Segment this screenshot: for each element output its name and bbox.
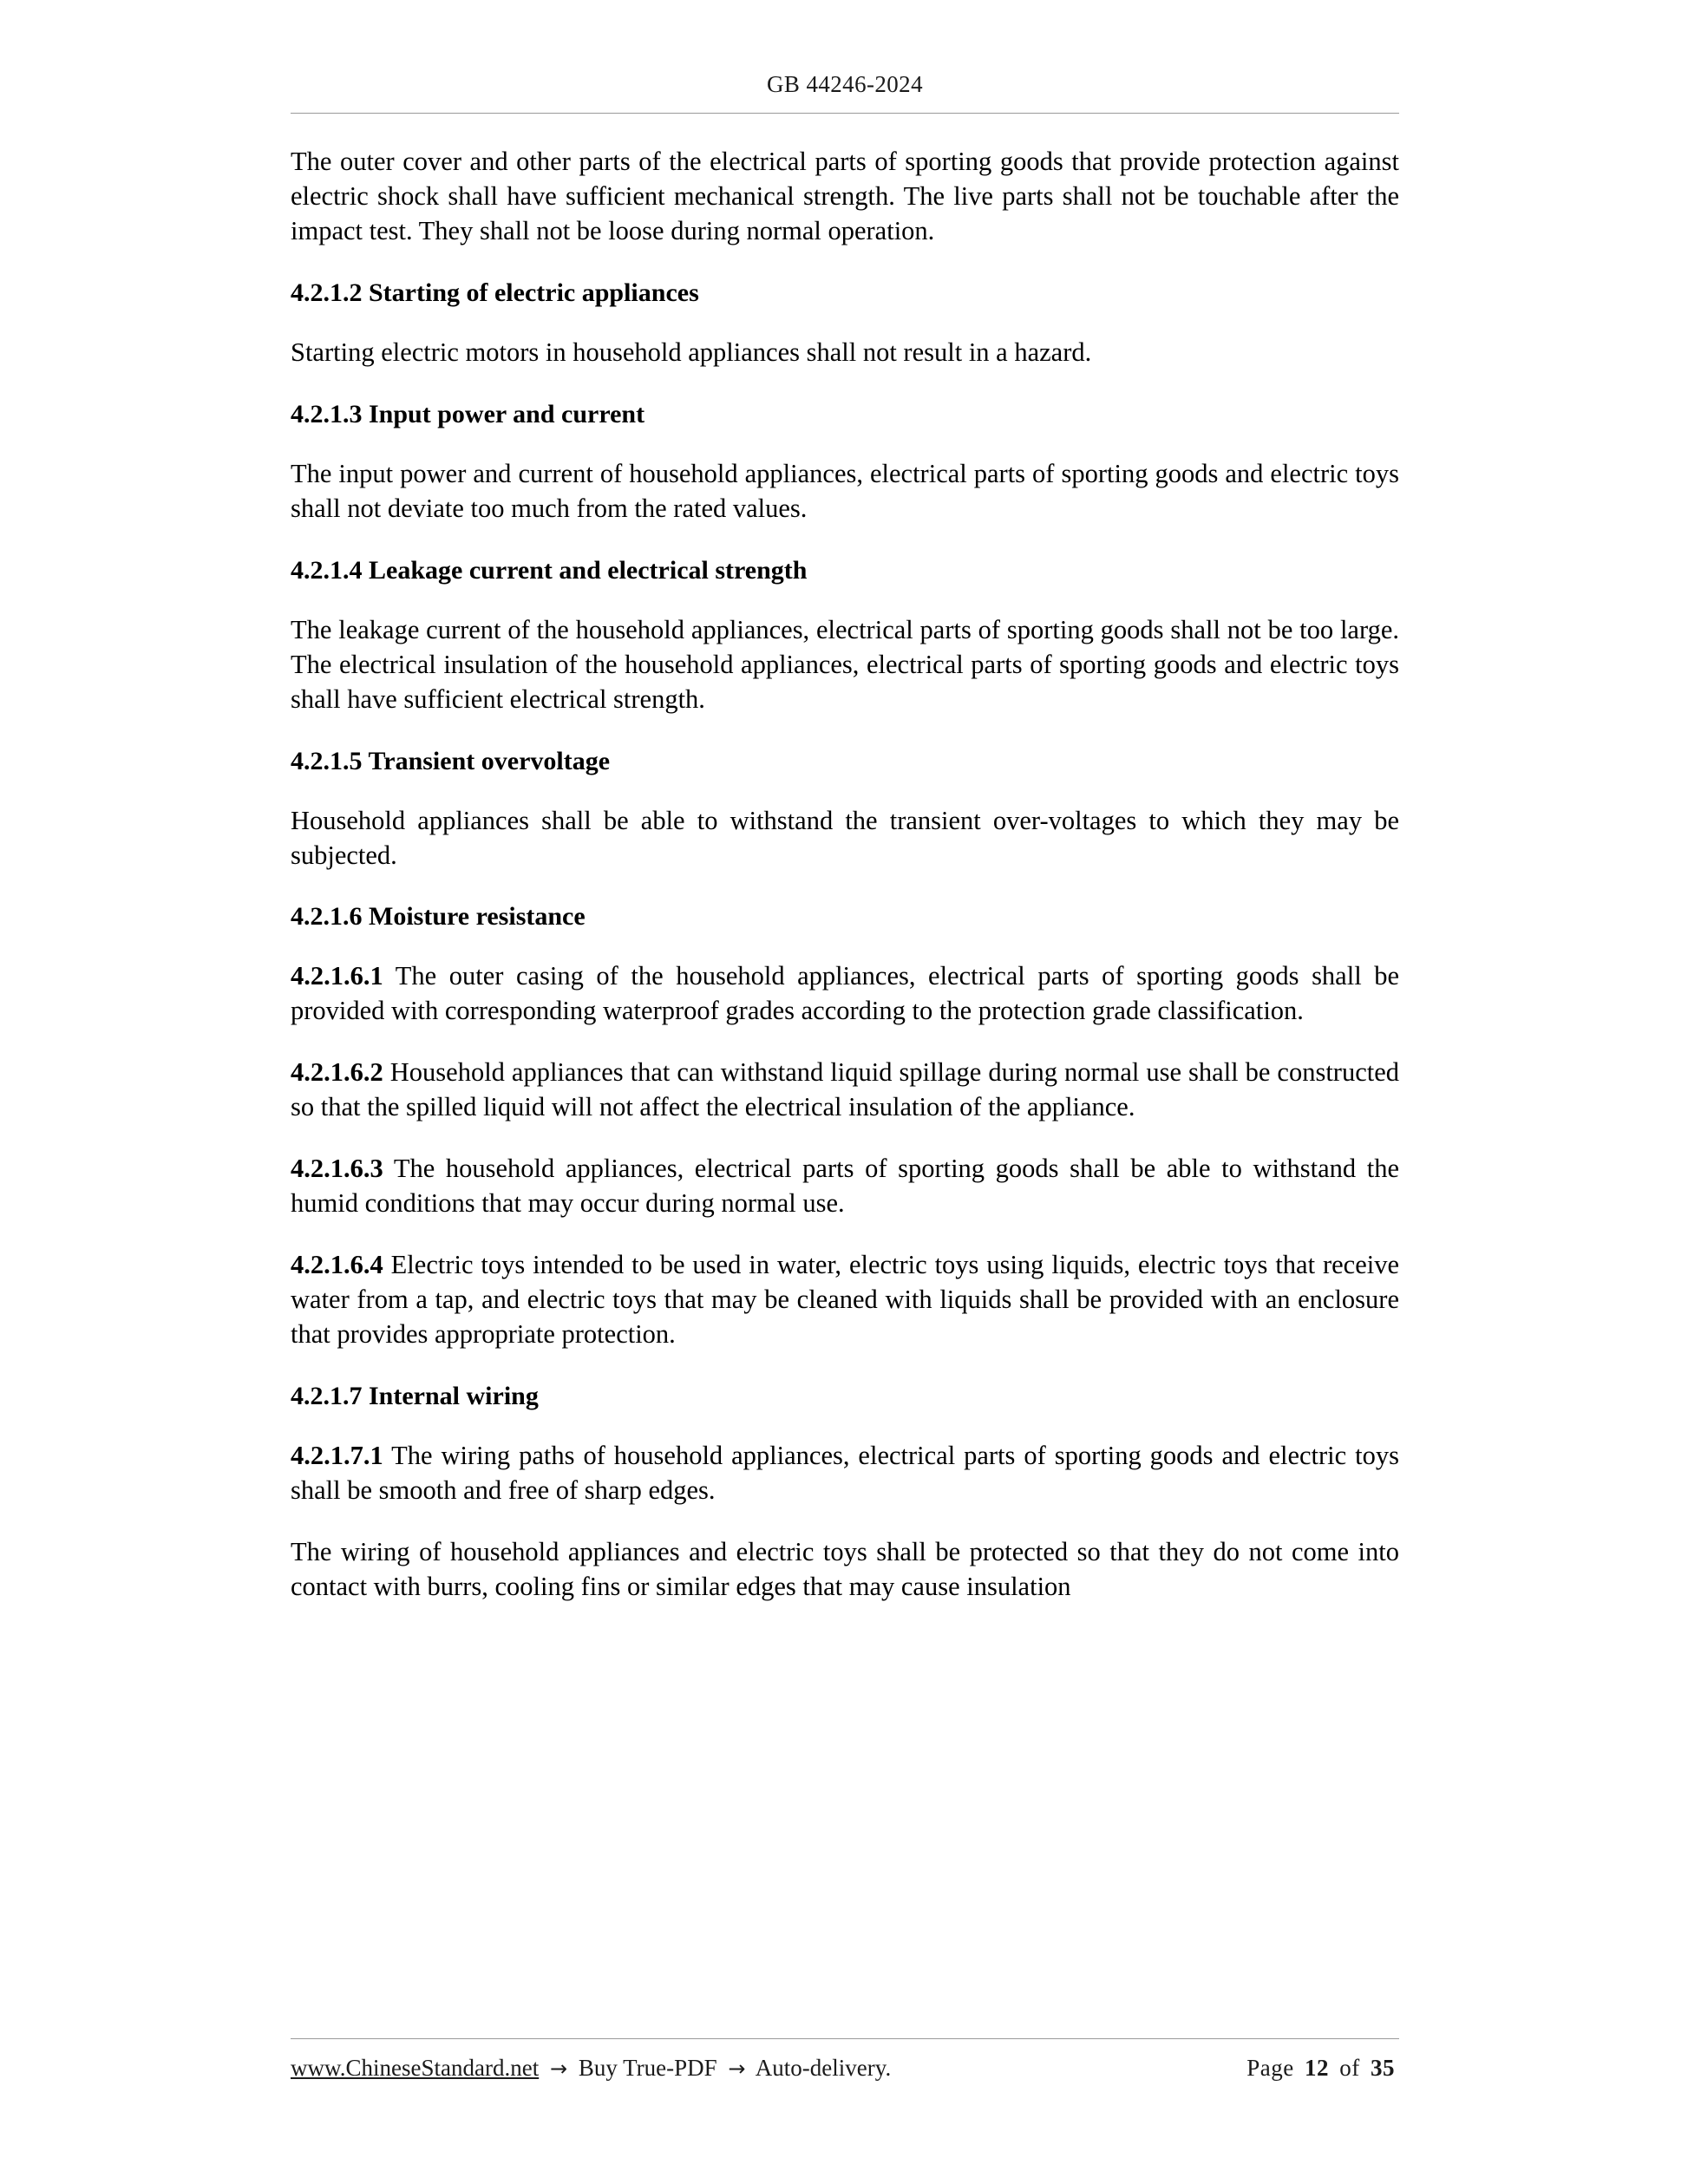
footer-divider xyxy=(291,2038,1399,2039)
total-pages: 35 xyxy=(1371,2055,1395,2081)
paragraph: The wiring of household appliances and electric toys shall be protected so that they do not come into contact with burrs, cooling fins or similar edges that may cause insulation xyxy=(291,1536,1399,1601)
heading-text: Leakage current and electrical strength xyxy=(369,555,808,585)
paragraph-number: 4.2.1.6.2 xyxy=(291,1057,383,1088)
header-divider xyxy=(291,113,1399,114)
heading-text: Internal wiring xyxy=(369,1382,539,1411)
section-heading-4-2-1-7 xyxy=(291,1379,1399,1413)
page-content xyxy=(291,0,1399,1605)
heading-number: 4.2.1.3 xyxy=(291,399,363,428)
heading-text: Moisture resistance xyxy=(369,902,586,932)
heading-number: 4.2.1.7 xyxy=(291,1382,363,1411)
paragraph-text: Electric toys intended to be used in water, electric toys using liquids, electric toys that receive water from a tap, and electric toys that may be cleaned with liquids shall be provided with an enclosure that provides appropriate protection. xyxy=(291,1250,1399,1350)
heading-number: 4.2.1.4 xyxy=(291,555,363,585)
page-footer xyxy=(291,2038,1399,2082)
heading-number: 4.2.1.2 xyxy=(291,278,363,307)
section-heading-4-2-1-6 xyxy=(291,899,1399,933)
paragraph-text: The wiring paths of household appliances, electrical parts of sporting goods and electric toys shall be smooth and free of sharp edges. xyxy=(291,1441,1399,1506)
numbered-paragraph xyxy=(291,1248,1399,1352)
auto-delivery-label: Auto-delivery. xyxy=(755,2055,892,2081)
paragraph-number: 4.2.1.6.3 xyxy=(291,1154,383,1184)
page-header xyxy=(291,0,1399,114)
paragraph: The input power and current of household appliances, electrical parts of sporting goods and electric toys shall not deviate too much from the rated values. xyxy=(291,458,1399,523)
intro-paragraph: The outer cover and other parts of the electrical parts of sporting goods that provide protection against electric shock shall have sufficient mechanical strength. The live parts shall not be touchable after the impact test. They shall not be loose during normal operation. xyxy=(291,147,1399,245)
numbered-paragraph xyxy=(291,1439,1399,1508)
paragraph-text: Household appliances that can withstand liquid spillage during normal use shall be constructed so that the spilled liquid will not affect the electrical insulation of the appliance. xyxy=(291,1057,1400,1122)
paragraph-number: 4.2.1.6.4 xyxy=(291,1250,383,1280)
section-heading-4-2-1-5 xyxy=(291,744,1399,778)
section-heading-4-2-1-2 xyxy=(291,276,1399,310)
arrow-right-icon: → xyxy=(549,2056,568,2081)
arrow-right-icon: → xyxy=(728,2056,746,2081)
document-body xyxy=(291,145,1399,1605)
page-label: Page xyxy=(1246,2055,1294,2081)
of-label: of xyxy=(1339,2055,1360,2081)
standard-number-title: GB 44246-2024 xyxy=(767,71,923,97)
numbered-paragraph xyxy=(291,1056,1399,1125)
paragraph: Household appliances shall be able to withstand the transient over-voltages to which they may be subjected. xyxy=(291,805,1399,870)
page-indicator xyxy=(1246,2055,1399,2082)
footer-row xyxy=(291,2055,1399,2082)
heading-number: 4.2.1.6 xyxy=(291,902,363,932)
heading-text: Input power and current xyxy=(369,399,645,428)
paragraph-number: 4.2.1.7.1 xyxy=(291,1441,383,1471)
paragraph: The leakage current of the household appliances, electrical parts of sporting goods shall not be too large. The electrical insulation of the household appliances, electrical parts of sporting goods and electric toys shall have sufficient electrical strength. xyxy=(291,614,1399,714)
section-heading-4-2-1-4 xyxy=(291,553,1399,587)
paragraph-number: 4.2.1.6.1 xyxy=(291,961,383,991)
site-url-link[interactable]: www.ChineseStandard.net xyxy=(291,2055,540,2081)
footer-links xyxy=(291,2055,1246,2082)
heading-number: 4.2.1.5 xyxy=(291,746,363,775)
numbered-paragraph xyxy=(291,1152,1399,1221)
numbered-paragraph xyxy=(291,959,1399,1029)
paragraph-text: The outer casing of the household appliances, electrical parts of sporting goods shall be provided with corresponding waterproof grades according to the protection grade classification. xyxy=(291,961,1400,1026)
heading-text: Transient overvoltage xyxy=(368,746,611,775)
heading-text: Starting of electric appliances xyxy=(369,278,699,307)
buy-true-pdf-link[interactable]: Buy True-PDF xyxy=(578,2055,717,2081)
page-number: 12 xyxy=(1305,2055,1329,2081)
paragraph-text: The household appliances, electrical parts of sporting goods shall be able to withstand the humid conditions that may occur during normal use. xyxy=(291,1154,1400,1219)
section-heading-4-2-1-3 xyxy=(291,397,1399,431)
paragraph: Starting electric motors in household appliances shall not result in a hazard. xyxy=(291,337,1092,367)
